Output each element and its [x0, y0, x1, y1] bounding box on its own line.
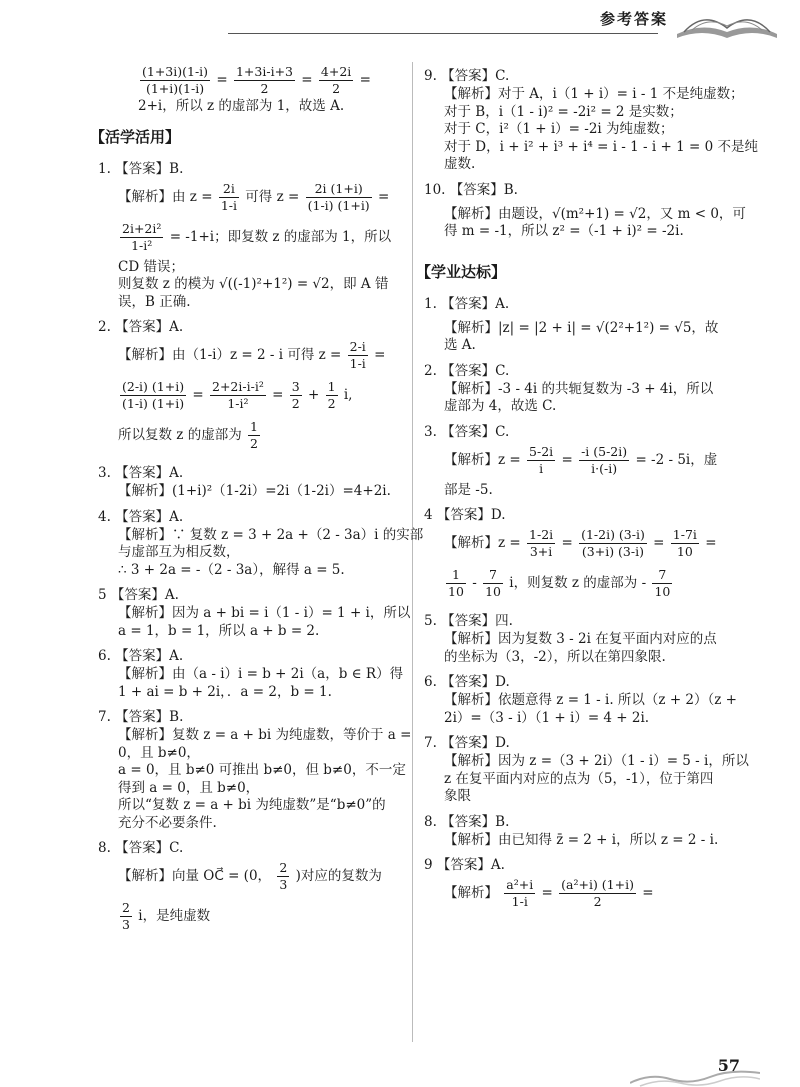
fraction: $\frac{(1+3i)(1-i)}{(1+i)(1-i)}$	[142, 64, 209, 96]
answer-item-5	[98, 583, 411, 639]
answer-label: 5. 【答案】四.	[424, 613, 513, 629]
text: =	[374, 347, 386, 363]
text: 得到 a = 0，且 b≠0，	[118, 779, 260, 796]
text: 【解析】由 z =	[118, 188, 213, 205]
text: =	[272, 387, 284, 403]
assessment-item-7	[424, 731, 754, 804]
text: 得 m = -1，所以 z² =（-1 + i)² = -2i.	[444, 223, 684, 239]
text: 对于 C，i²（1 + i）= -2i 为纯虚数；	[444, 121, 674, 137]
equals: =	[359, 72, 371, 88]
fraction: $\frac{5-2i}{i}$	[529, 443, 554, 476]
fraction: $\frac{7}{10}$	[485, 567, 501, 599]
text: =	[378, 188, 390, 205]
text: z 在复平面内对应的点为（5，-1），位于第四	[444, 770, 714, 787]
page-number: 57	[717, 1056, 740, 1075]
fraction: $\frac{2i (1+i)}{(1-i) (1+i)}$	[307, 180, 370, 213]
text: = -2 - 5i，虚	[635, 451, 718, 468]
answer-label: 9. 【答案】C.	[424, 68, 510, 84]
text: i，则复数 z 的虚部为 -	[509, 575, 647, 591]
fraction: $\frac{1}{2}$	[327, 379, 336, 411]
text: 【解析】依题意得 z = 1 - i. 所以（z + 2）（z +	[444, 692, 737, 708]
fraction: $\frac{\text{a²+i}}{1-i}$	[506, 877, 534, 909]
left-column	[90, 60, 424, 936]
assessment-item-5	[424, 609, 754, 664]
right-column	[416, 60, 758, 913]
answer-label: 10. 【答案】B.	[424, 181, 518, 198]
answer-item-7	[98, 705, 412, 831]
answer-label: 3. 【答案】C.	[424, 423, 510, 440]
fraction: $\frac{2}{3}$	[279, 860, 288, 892]
text: 【解析】由（a - i）i = b + 2i（a，b ∈ R）得	[118, 666, 404, 682]
text: 的坐标为（3，-2），所以在第四象限.	[444, 648, 666, 665]
fraction: $\frac{\text{2+2i-i-i²}}{\text{1-i²}}$	[212, 379, 264, 411]
fraction: $\frac{2}{3}$	[122, 900, 130, 932]
text: =	[541, 885, 553, 901]
equals: =	[216, 72, 228, 88]
text: 误，B 正确.	[118, 293, 191, 310]
answer-item-4	[98, 505, 424, 578]
section-heading-practice: 【活学活用】	[90, 127, 181, 146]
text: 部是 -5.	[444, 481, 493, 498]
text: 【解析】因为 a + bi = i（1 - i）= 1 + i，所以	[118, 605, 411, 621]
text: 虚数.	[444, 156, 476, 172]
assessment-item-4	[424, 503, 754, 603]
text: 1 + ai = b + 2i，．a = 2，b = 1.	[118, 683, 332, 700]
text: 【解析】(1+i)²（1-2i）=2i（1-2i）=4+2i.	[118, 483, 391, 499]
text: =	[642, 885, 654, 901]
text: 则复数 z 的模为 √((-1)²+1²) = √2，即 A 错	[118, 276, 389, 292]
fraction: $\frac{3}{2}$	[291, 379, 300, 411]
intro-continuation	[98, 60, 403, 114]
answer-label: 1. 【答案】A.	[424, 295, 510, 312]
answer-label: 6. 【答案】A.	[98, 648, 184, 664]
assessment-item-2	[424, 359, 754, 414]
answer-label: 9 【答案】A.	[424, 857, 505, 873]
text: 【解析】对于 A，i（1 + i）= i - 1 不是纯虚数；	[444, 86, 744, 102]
assessment-item-8	[424, 810, 754, 848]
text: 【解析】∵ 复数 z = 3 + 2a +（2 - 3a）i 的实部	[118, 526, 424, 543]
answer-label: 6. 【答案】D.	[424, 674, 510, 690]
text: 可得 z =	[245, 188, 300, 205]
text: 虚部为 4，故选 C.	[444, 398, 557, 414]
text: = -1+i；即复数 z 的虚部为 1，所以	[169, 228, 392, 245]
answer-label: 7. 【答案】D.	[424, 735, 510, 751]
fraction: $\frac{1+3i-i+3}{2}$	[235, 64, 293, 96]
fraction: $\frac{1}{10}$	[448, 567, 464, 599]
wave-decoration-icon	[630, 1065, 760, 1087]
text: =	[561, 535, 573, 551]
fraction: $\frac{\text{(a²+i) (1+i)}}{2}$	[561, 877, 634, 909]
answer-label: 3. 【答案】A.	[98, 465, 184, 481]
assessment-item-6	[424, 670, 754, 725]
text: a = 1，b = 1，所以 a + b = 2.	[118, 622, 320, 639]
text: =	[653, 535, 665, 551]
text: 对于 B，i（1 - i)² = -2i² = 2 是实数；	[444, 103, 683, 120]
answer-item-1	[98, 157, 403, 310]
answer-label: 2. 【答案】C.	[424, 362, 510, 379]
text: 【解析】|z| = |2 + i| = √(2²+1²) = √5，故	[444, 319, 719, 336]
text: =	[705, 535, 717, 551]
answer-label: 8. 【答案】C.	[98, 840, 184, 856]
text: +	[308, 387, 320, 403]
text: =	[561, 451, 573, 468]
text: i，是纯虚数	[138, 908, 211, 924]
text: 与虚部互为相反数，	[118, 544, 240, 560]
fraction: $\frac{4+2i}{2}$	[320, 64, 352, 96]
answer-label: 4. 【答案】A.	[98, 508, 184, 525]
answer-label: 7. 【答案】B.	[98, 709, 184, 725]
text: a = 0，且 b≠0 可推出 b≠0，但 b≠0，不一定	[118, 762, 406, 778]
fraction: $\frac{2-i}{1-i}$	[349, 339, 366, 371]
answer-item-2	[98, 315, 403, 455]
fraction: $\frac{(1-2i) (3-i)}{(3+i) (3-i)}$	[581, 527, 645, 559]
equals: =	[301, 72, 313, 88]
header-title: 参考答案	[600, 10, 669, 28]
answer-label: 4 【答案】D.	[424, 507, 506, 523]
text: 象限	[444, 788, 471, 804]
answer-label: 2. 【答案】A.	[98, 319, 184, 335]
text: 对于 D，i + i² + i³ + i⁴ = i - 1 - i + 1 = 0 不是纯	[444, 138, 758, 155]
text: 【解析】-3 - 4i 的共轭复数为 -3 + 4i，所以	[444, 380, 714, 397]
section-heading-assessment: 【学业达标】	[416, 262, 507, 281]
text: CD 错误；	[118, 258, 184, 275]
open-book-icon	[672, 2, 782, 40]
text: 【解析】因为复数 3 - 2i 在复平面内对应的点	[444, 631, 717, 647]
text: i,	[343, 387, 353, 403]
text: 【解析】由已知得 z̄ = 2 + i，所以 z = 2 - i.	[444, 831, 719, 848]
answer-item-10	[424, 178, 754, 239]
assessment-item-1	[424, 292, 754, 353]
answer-item-3	[98, 461, 403, 499]
answer-item-6	[98, 644, 403, 699]
text: )对应的复数为	[295, 868, 382, 884]
answer-label: 8. 【答案】B.	[424, 813, 510, 830]
text: 0，且 b≠0，	[118, 744, 200, 761]
fraction: $\frac{1}{2}$	[250, 419, 258, 451]
text: 所以复数 z 的虚部为	[118, 427, 242, 443]
text: 选 A.	[444, 337, 476, 353]
assessment-item-9	[424, 853, 754, 913]
text: 所以“复数 z = a + bi 为纯虚数”是“b≠0”的	[118, 797, 386, 813]
text: 【解析】	[444, 885, 498, 901]
text: 【解析】因为 z =（3 + 2i）（1 - i）= 5 - i，所以	[444, 753, 749, 769]
text: 【解析】向量 OC⃗ = (0，	[118, 868, 272, 884]
text: 2i）=（3 - i）（1 + i）= 4 + 2i.	[444, 709, 650, 726]
fraction: $\frac{\text{2i+2i²}}{\text{1-i²}}$	[122, 220, 162, 253]
text: 【解析】z =	[444, 451, 521, 468]
text: 【解析】z =	[444, 535, 521, 551]
fraction: $\frac{-i (5-2i)}{i\cdot(-i)}$	[581, 443, 628, 476]
text: -	[472, 575, 477, 591]
text: 【解析】复数 z = a + bi 为纯虚数，等价于 a =	[118, 727, 412, 743]
text: 【解析】由（1-i）z = 2 - i 可得 z =	[118, 347, 342, 363]
fraction: $\frac{(2-i) (1+i)}{(1-i) (1+i)}$	[122, 379, 185, 411]
intro-line: 2+i，所以 z 的虚部为 1，故选 A.	[138, 98, 345, 114]
column-divider	[412, 62, 413, 1042]
text: =	[192, 387, 204, 403]
answer-label: 5 【答案】A.	[98, 587, 179, 603]
fraction: $\frac{2i}{1-i}$	[220, 180, 237, 213]
answer-item-8	[98, 836, 403, 936]
text: 充分不必要条件.	[118, 814, 217, 831]
text: ∴ 3 + 2a = -（2 - 3a），解得 a = 5.	[118, 561, 345, 578]
answer-label: 1. 【答案】B.	[98, 160, 184, 177]
fraction: $\frac{1-7i}{10}$	[672, 527, 697, 559]
assessment-item-3	[424, 420, 754, 498]
fraction: $\frac{1-2i}{3+i}$	[529, 527, 554, 559]
answer-item-9	[424, 64, 758, 172]
text: 【解析】由题设，√(m²+1) = √2，又 m < 0，可	[444, 205, 746, 222]
fraction: $\frac{7}{10}$	[654, 567, 671, 599]
header-rule	[228, 33, 658, 34]
